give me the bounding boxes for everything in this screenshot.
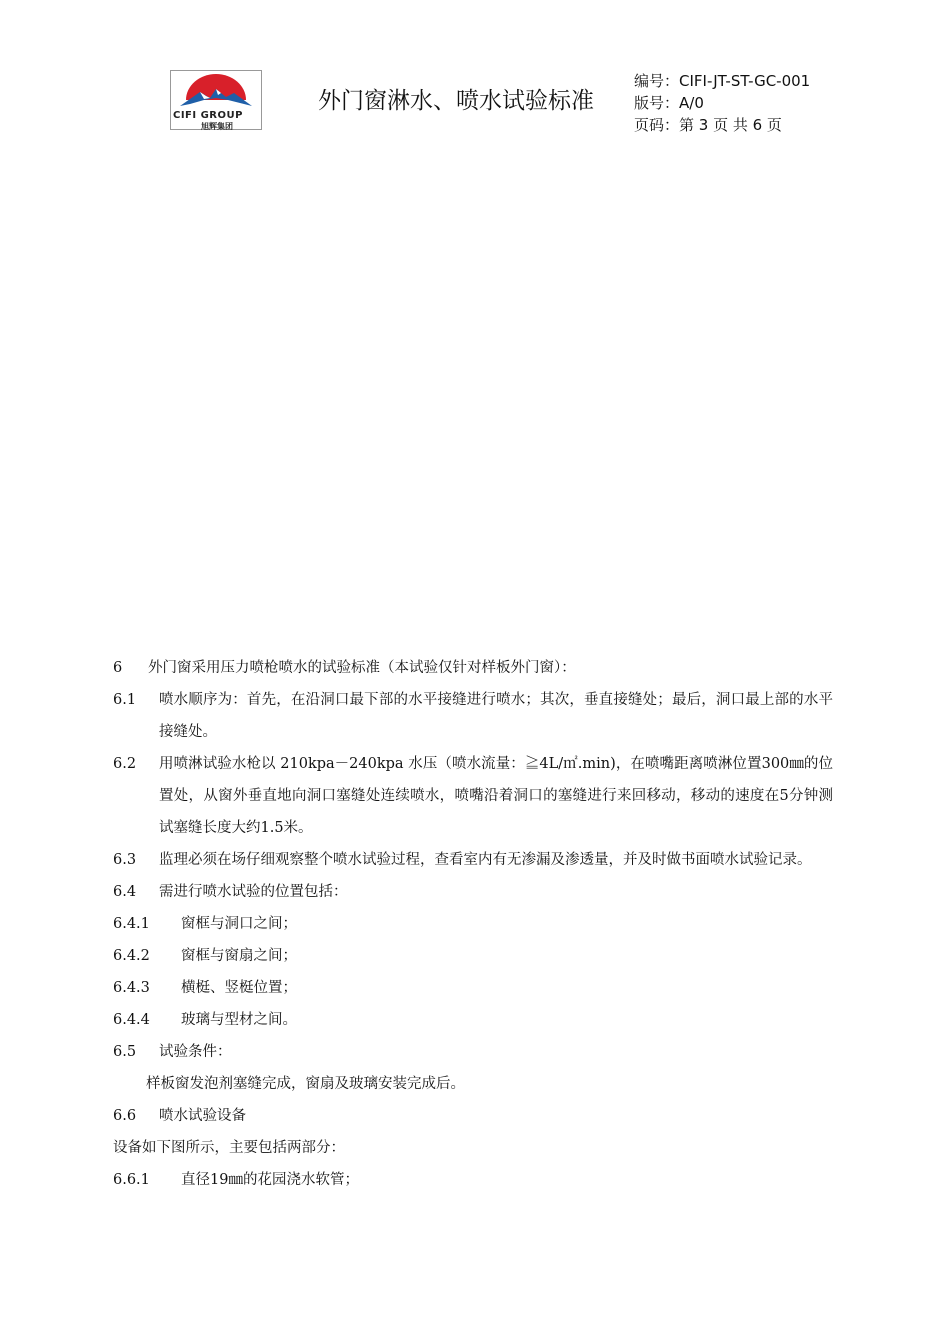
section-6-6 [113, 1100, 833, 1132]
list-item-text: 直径19㎜的花园浇水软管； [181, 1172, 359, 1188]
list-item [113, 908, 833, 940]
section-number: 6.4.3 [113, 980, 150, 996]
paragraph-text: 喷水试验设备 [159, 1108, 246, 1124]
logo-subtext: 旭辉集团 [201, 122, 233, 131]
document-version: 版号：A/0 [634, 94, 704, 112]
list-item-text: 横梃、竖梃位置； [181, 980, 297, 996]
paragraph-text: 设备如下图所示，主要包括两部分： [113, 1140, 345, 1156]
section-number: 6.4 [113, 884, 137, 900]
paragraph-text: 样板窗发泡剂塞缝完成，窗扇及玻璃安装完成后。 [146, 1076, 465, 1092]
logo-text: CIFI GROUP [173, 110, 243, 121]
section-number: 6.4.2 [113, 948, 150, 964]
section-6-3 [113, 844, 833, 876]
section-number: 6.1 [113, 692, 137, 708]
section-number: 6.4.1 [113, 916, 150, 932]
section-6-5 [113, 1036, 833, 1068]
document-meta [634, 70, 810, 136]
paragraph-text: 需进行喷水试验的位置包括： [159, 884, 348, 900]
list-item-text: 窗框与洞口之间； [181, 916, 297, 932]
section-6 [113, 652, 833, 684]
section-number: 6.3 [113, 852, 137, 868]
list-item [113, 1164, 833, 1196]
document-body [113, 652, 833, 1196]
paragraph-text: 监理必须在场仔细观察整个喷水试验过程，查看室内有无渗漏及渗透量，并及时做书面喷水试验记录。 [159, 852, 812, 868]
section-number: 6 [113, 660, 123, 676]
paragraph-text: 用喷淋试验水枪以 210kpa－240kpa 水压（喷水流量：≧4L/㎡.min)，在喷嘴距离喷淋位置300㎜的位置处，从窗外垂直地向洞口塞缝处连续喷水，喷嘴沿着洞口的塞缝进行来回移动，移动的速度在5分钟测试塞缝长度大约1.5米。 [159, 756, 833, 836]
section-heading: 外门窗采用压力喷枪喷水的试验标准（本试验仅针对样板外门窗）： [148, 660, 576, 676]
paragraph-text: 试验条件： [159, 1044, 232, 1060]
document-title: 外门窗淋水、喷水试验标准 [318, 88, 594, 114]
section-number: 6.6 [113, 1108, 137, 1124]
section-number: 6.4.4 [113, 1012, 150, 1028]
section-number: 6.2 [113, 756, 137, 772]
paragraph [113, 1132, 833, 1164]
page-number: 页码：第 3 页 共 6 页 [634, 116, 782, 134]
page-header [0, 0, 950, 140]
document-code: 编号：CIFI-JT-ST-GC-001 [634, 72, 811, 90]
list-item [113, 972, 833, 1004]
section-6-1 [113, 684, 833, 748]
list-item-text: 玻璃与型材之间。 [181, 1012, 297, 1028]
section-6-2 [113, 748, 833, 844]
section-number: 6.6.1 [113, 1172, 150, 1188]
list-item [113, 1004, 833, 1036]
list-item-text: 窗框与窗扇之间； [181, 948, 297, 964]
section-6-4 [113, 876, 833, 908]
paragraph-text: 喷水顺序为：首先，在沿洞口最下部的水平接缝进行喷水；其次，垂直接缝处；最后，洞口最上部的水平接缝处。 [159, 692, 833, 740]
list-item [113, 940, 833, 972]
section-number: 6.5 [113, 1044, 137, 1060]
